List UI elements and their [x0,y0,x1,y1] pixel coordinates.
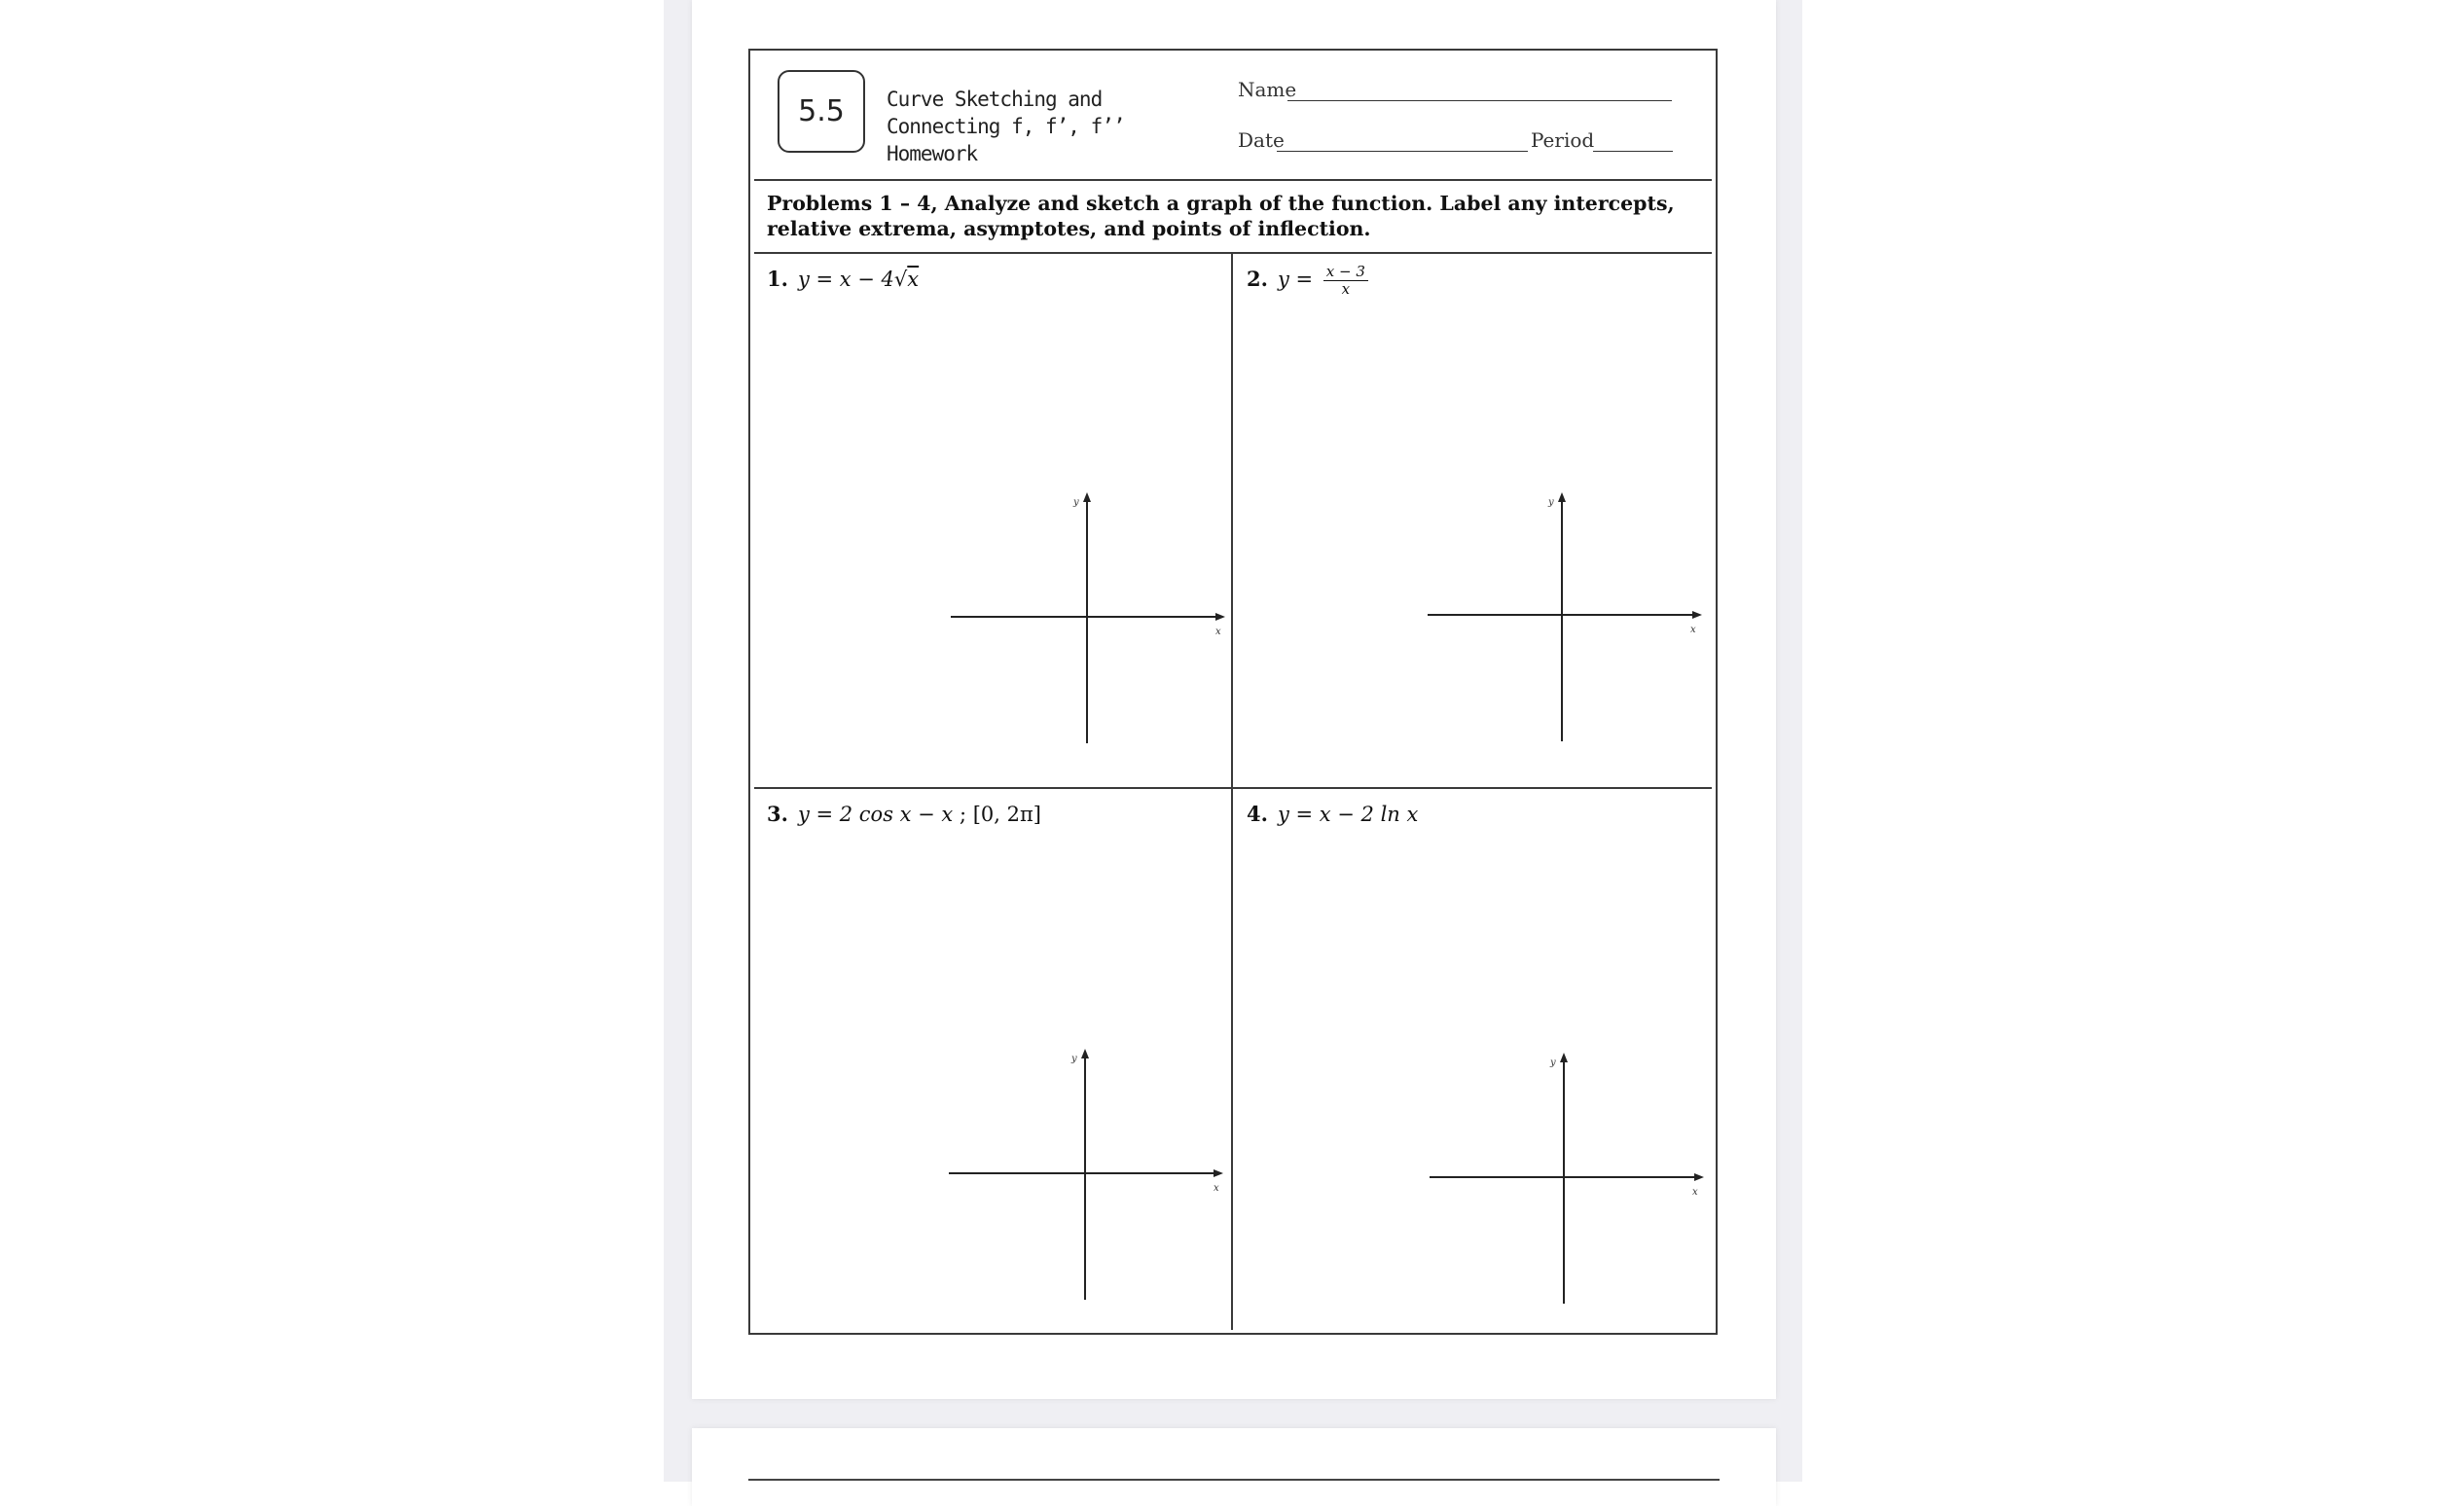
problem-1-axes[interactable] [951,488,1233,761]
x-axis-label: x [1692,1187,1698,1198]
date-field[interactable] [1277,151,1528,152]
title-line-2: Connecting f, f’, f’’ Homework [887,115,1125,165]
y-axis-label: y [1548,497,1554,508]
name-label: Name [1238,78,1297,101]
fraction-numerator: x − 3 [1323,264,1368,281]
fraction-denominator: x [1341,280,1351,298]
worksheet-page [692,0,1776,1399]
x-axis-label: x [1690,625,1696,635]
y-axis-label: y [1073,497,1079,508]
problem-4-formula: y = x − 2 ln x [1277,803,1419,826]
problem-2 [1247,264,1368,298]
problem-1-number: 1. [767,267,788,291]
title-line-1: Curve Sketching and [887,88,1103,111]
problem-4-number: 4. [1247,802,1268,826]
x-axis-label: x [1214,1183,1219,1194]
sqrt-symbol: √ [893,268,908,291]
y-axis-arrow [1083,492,1091,502]
problem-3-number: 3. [767,802,788,826]
grid-vertical-divider [1231,252,1233,1330]
y-axis-arrow [1558,492,1566,502]
problem-3-axes[interactable] [949,1045,1231,1317]
problem-2-axes[interactable] [1428,488,1710,761]
y-axis-label: y [1071,1054,1077,1064]
problem-2-fraction [1323,264,1368,298]
problem-2-number: 2. [1247,267,1268,291]
problem-1 [767,267,919,291]
x-axis-label: x [1215,627,1221,637]
x-axis-arrow [1694,1173,1704,1181]
header-divider [754,179,1712,181]
y-axis-arrow [1081,1049,1089,1058]
worksheet-frame [748,49,1718,1335]
problem-1-radicand: x [907,268,920,291]
problem-4-axes[interactable] [1430,1049,1712,1321]
problem-1-formula: y = x − 4 [797,268,894,291]
next-page [692,1428,1776,1506]
name-field[interactable] [1287,100,1672,101]
grid-horizontal-divider [754,787,1712,789]
x-axis-arrow [1692,611,1702,619]
problem-4 [1247,802,1418,826]
instructions-text: Problems 1 – 4, Analyze and sketch a graph of the function. Label any intercepts, relative extrema, asymptotes, and points of inflection. [767,192,1675,240]
date-label: Date [1238,128,1285,152]
problem-3 [767,802,1041,826]
next-page-frame-top [748,1479,1720,1481]
instructions-divider [754,252,1712,254]
x-axis-arrow [1214,1169,1223,1177]
x-axis-arrow [1215,613,1225,621]
problem-2-formula: y = [1277,268,1314,291]
period-field[interactable] [1593,151,1673,152]
section-number-badge: 5.5 [778,70,865,153]
y-axis-arrow [1560,1053,1568,1062]
period-label: Period [1531,128,1595,152]
problem-3-interval: ; [0, 2π] [953,803,1041,826]
problem-3-formula: y = 2 cos x − x [797,803,954,826]
worksheet-title [887,86,1208,167]
y-axis-label: y [1550,1058,1556,1068]
